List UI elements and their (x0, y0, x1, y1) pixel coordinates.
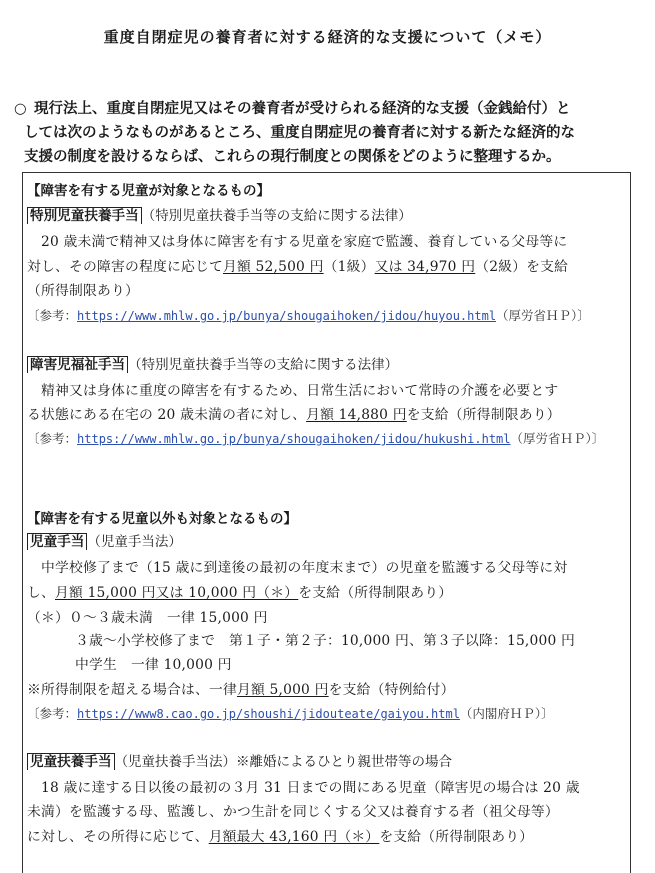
item-name-shogaiji-fukushi-teate: 障害児福祉手当 (27, 356, 128, 373)
text-span: （2級）を支給 (475, 259, 569, 275)
intro-line-1: 現行法上、重度自閉症児又はその養育者が受けられる経済的な支援（金銭給付）と (34, 101, 571, 117)
body-line: 18 歳に達する日以後の最初の３月 31 日までの間にある児童（障害児の場合は 20 歳 (27, 780, 580, 796)
body-line (27, 678, 627, 698)
body-line (27, 581, 627, 601)
body-line (27, 255, 627, 275)
amount-max-43160: 月額最大 43,160 円（＊） (208, 829, 380, 845)
reference-line (27, 306, 627, 324)
item-name-jido-teate: 児童手当 (27, 533, 87, 550)
text-span: を支給（所得制限あり） (298, 585, 453, 601)
item-tokubetsu (27, 204, 627, 224)
item-law: （特別児童扶養手当等の支給に関する法律） (128, 357, 399, 373)
ref-close: （厚労省ＨＰ）〕 (496, 308, 590, 323)
body-line (27, 825, 627, 845)
amount-52500: 月額 52,500 円 (222, 259, 324, 275)
body-line (27, 403, 627, 423)
item-shogaiji (27, 353, 627, 373)
item-jido-teate (27, 530, 627, 550)
text-span: （1級） (323, 259, 375, 275)
amount-5000: 月額 5,000 円 (236, 682, 329, 698)
text-span: を支給（特例給付） (328, 682, 455, 698)
reference-line (27, 429, 627, 447)
item-law: （児童手当法） (87, 534, 182, 550)
body-line: 中学校修了まで（15 歳に到達後の最初の年度末まで）の児童を監護する父母等に対 (27, 560, 568, 576)
amount-14880: 月額 14,880 円 (306, 407, 407, 423)
text-span: に対し、その所得に応じて、 (27, 829, 209, 845)
reference-link[interactable]: https://www8.cao.go.jp/shoushi/jidouteate/gaiyou.html (77, 707, 460, 721)
text-span: し、 (27, 585, 55, 601)
ref-close: （厚労省ＨＰ）〕 (510, 431, 605, 446)
section2-header: 【障害を有する児童以外も対象となるもの】 (27, 511, 297, 527)
intro-line-2: しては次のようなものがあるところ、重度自閉症児の養育者に対する新たな経済的な (24, 125, 575, 141)
text-span: る状態にある在宅の 20 歳未満の者に対し、 (27, 407, 307, 423)
item-law: （特別児童扶養手当等の支給に関する法律） (141, 208, 412, 224)
text-span: を支給（所得制限あり） (379, 829, 534, 845)
intro-line-3: 支援の制度を設けるならば、これらの現行制度との関係をどのように整理するか。 (24, 149, 561, 165)
page-title: 重度自閉症児の養育者に対する経済的な支援について（メモ） (103, 28, 552, 46)
content-box (22, 172, 631, 873)
circle-bullet: ○ (14, 101, 27, 117)
intro-paragraph (14, 97, 639, 169)
amount-34970: 又は 34,970 円 (374, 259, 476, 275)
ref-open: 〔参考： (27, 431, 78, 446)
item-name-jido-fuyo-teate: 児童扶養手当 (27, 753, 115, 770)
item-law: （児童扶養手当法）※離婚によるひとり親世帯等の場合 (114, 754, 453, 770)
text-span: 対し、その障害の程度に応じて (27, 259, 223, 275)
ref-open: 〔参考： (27, 706, 78, 721)
ref-close: （内閣府ＨＰ）〕 (459, 706, 554, 721)
section1-header: 【障害を有する児童が対象となるもの】 (27, 183, 270, 199)
reference-link[interactable]: https://www.mhlw.go.jp/bunya/shougaihoken/jidou/hukushi.html (77, 432, 511, 446)
body-line: 20 歳未満で精神又は身体に障害を有する児童を家庭で監護、養育している父母等に (27, 234, 568, 250)
note-line: 中学生 一律 10,000 円 (75, 657, 232, 673)
note-line: （＊）０～３歳未満 一律 15,000 円 (27, 610, 268, 626)
text-span: を支給（所得制限あり） (406, 407, 561, 423)
body-line: 精神又は身体に重度の障害を有するため、日常生活において常時の介護を必要とす (27, 383, 559, 399)
item-jido-fuyo-teate (27, 750, 627, 770)
note-line: ３歳～小学校修了まで 第１子・第２子：10,000 円、第３子以降：15,000 円 (75, 633, 576, 649)
reference-link[interactable]: https://www.mhlw.go.jp/bunya/shougaihoken/jidou/huyou.html (77, 309, 497, 323)
body-line: 未満）を監護する母、監護し、かつ生計を同じくする父又は養育する者（祖父母等） (27, 804, 559, 820)
reference-line (27, 704, 627, 722)
text-span: ※所得制限を超える場合は、一律 (27, 682, 237, 698)
ref-open: 〔参考： (27, 308, 78, 323)
amount-15000-or-10000: 月額 15,000 円又は 10,000 円（＊） (55, 585, 299, 601)
item-name-tokubetsu-jido-fuyo-teate: 特別児童扶養手当 (27, 207, 142, 224)
body-line: （所得制限あり） (27, 283, 139, 299)
